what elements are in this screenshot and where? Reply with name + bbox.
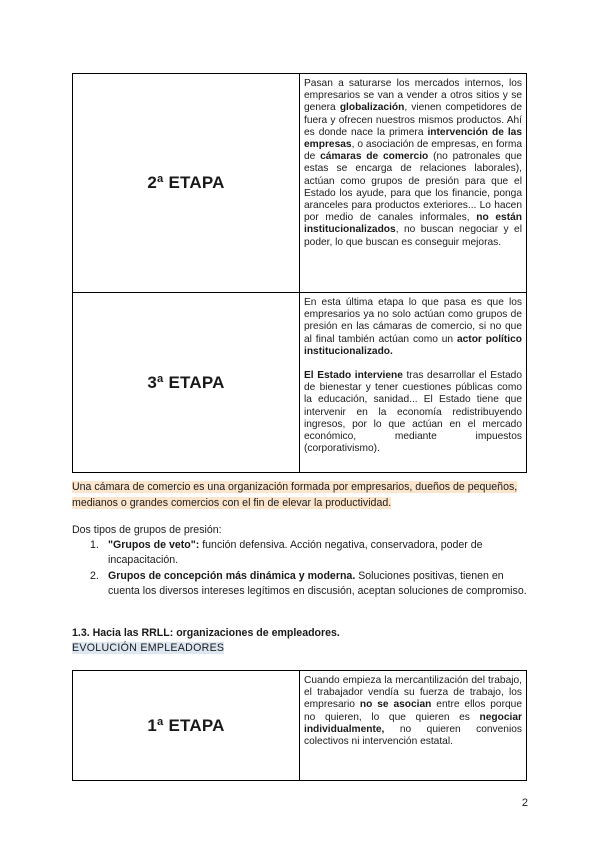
table-row [73,671,527,781]
list-number: 2. [90,570,99,582]
description-paragraph [304,297,522,358]
bold-text: cámaras de comercio [320,151,429,163]
text-run: , no buscan negociar y el poder, lo que buscan es conseguir mejoras. [304,224,522,248]
text-run: En esta última etapa lo que pasa es que los empresarios ya no solo actúan como grupos de presión en las cámaras de comercio, si no que al final también actúan como un [304,297,522,345]
bold-text: no están institucionalizados [304,212,522,236]
list-item-term: "Grupos de veto": [108,539,200,551]
stage-description [300,74,527,293]
types-intro: Dos tipos de grupos de presión: [72,524,222,536]
stage-label: 2ª ETAPA [73,74,300,293]
list-number: 1. [90,539,99,551]
text-run: , vienen competidores de fuera y ofrecen nuestros mismos productos. Ahí es donde nace la primera [304,102,522,138]
stage-description [300,293,527,473]
text-run: Cuando empieza la mercantilización del trabajo, el trabajador vendía su fuerza de trabajo, los empresario [304,675,522,711]
section-subtitle [72,640,532,656]
text-run: tras desarrollar el Estado de bienestar y tener cuestiones públicas como la educación, sanidad... El Estado tiene que intervenir en la economía redistribuyendo ingresos, por lo que actúan en el mercado económico, mediante impuestos (corporativismo). [304,370,522,455]
stage-description [300,671,527,781]
list-item-term: Grupos de concepción más dinámica y moderna. [108,570,356,582]
table-row [73,293,527,473]
text-run: Pasan a saturarse los mercados internos, los empresarios se van a vender a otros sitios y se genera [304,78,522,114]
highlighted-definition: Una cámara de comercio es una organización formada por empresarios, dueños de pequeños, medianos o grandes comercios con el fin de elevar la productividad. [72,481,518,509]
bold-text: intervención de las empresas [304,126,522,151]
description-paragraph [304,78,522,249]
stage-label: 1ª ETAPA [73,671,300,781]
section-title: 1.3. Hacia las RRLL: organizaciones de empleadores. [72,627,340,639]
text-run: (no patronales que estas se encarga de relaciones laborales), actúan como grupos de presión para que el Estado los ayude, para que los financie, ponga aranceles para productos exteriores... Lo hacen por medio de canales informales, [304,151,522,224]
bold-text: El Estado interviene [304,370,403,382]
bold-text: negociar individualmente, [304,711,522,735]
bold-text: actor político institucionalizado. [304,333,522,357]
text-run: no quieren convenios colectivos ni intervención estatal. [304,723,522,748]
text-run: entre ellos porque no quieren, lo que quieren es [304,699,522,723]
stages-table-1 [72,73,527,473]
description-paragraph [304,675,522,748]
pressure-group-types-list [72,538,530,600]
bold-text: no se asocian [359,699,432,711]
list-item [72,538,530,568]
list-item-text: Soluciones positivas, tienen en cuenta los diversos intereses legítimos en discusión, aceptan soluciones de compromiso. [108,570,527,597]
stage-label: 3ª ETAPA [73,293,300,473]
list-item-text: función defensiva. Acción negativa, conservadora, poder de incapacitación. [108,539,483,566]
definition-paragraph [72,479,532,511]
description-paragraph [304,370,522,455]
text-run: , o asociación de empresas, en forma de [304,139,522,163]
bold-text: globalización [339,102,405,114]
list-item [72,569,530,599]
page-number: 2 [521,797,528,809]
highlighted-subtitle: EVOLUCIÓN EMPLEADORES [72,642,225,654]
table-row [73,74,527,293]
stages-table-2 [72,670,527,781]
